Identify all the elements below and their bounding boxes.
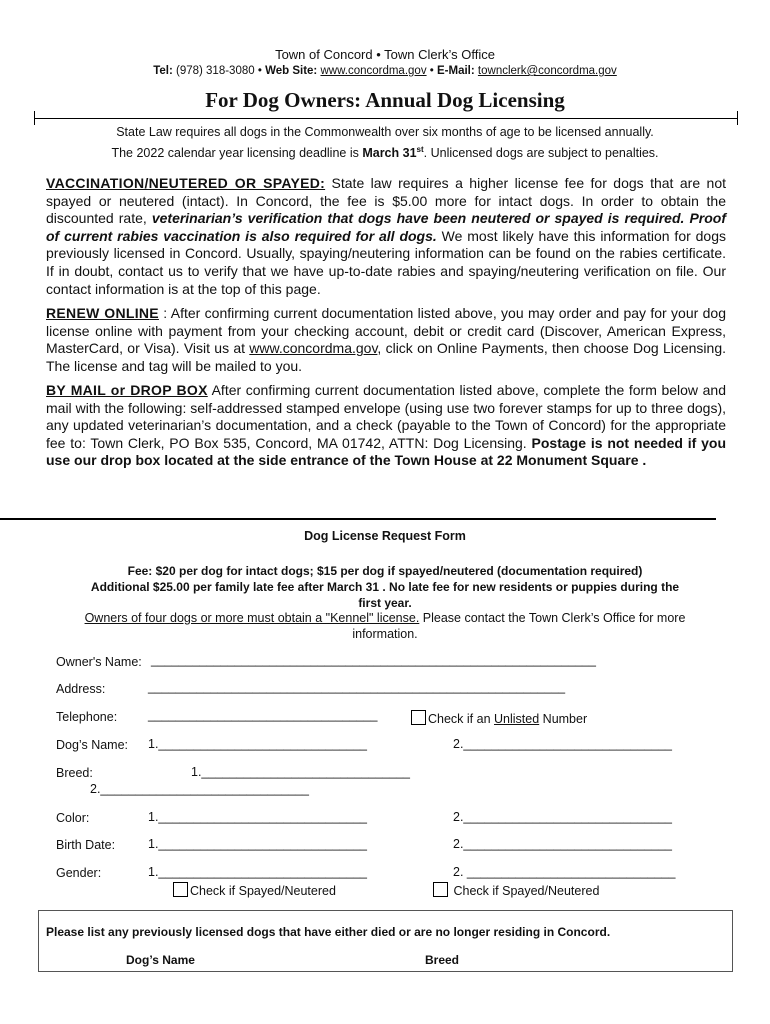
web-link[interactable]: www.concordma.gov [320,65,427,77]
renew-section [46,305,726,375]
unlisted-checkbox[interactable] [411,710,426,725]
mail-text: After confirming current documentation listed above, complete the form below and mail with the following: self-addressed stamped envelope (using use two forever stamps for up to three dogs), any updated veterinarian’s documentation, and a check (payable to the Town of Concord) for the appropriate fee to: Town Clerk, PO Box 535, Concord, MA 01742, ATTN: Dog Licensing. [46,382,726,451]
dog1-spayed-checkbox[interactable] [173,882,188,897]
kennel-contact: Please contact the Town Clerk’s Office for more [419,611,686,625]
telephone-label: Telephone: [56,710,118,724]
color-label: Color: [56,811,90,825]
rule-tick-left [34,111,35,125]
separator: • [257,65,262,77]
dog1-gender-field[interactable]: 1.______________________________ [148,865,367,879]
concord-link[interactable]: www.concordma.gov [249,340,378,357]
section-divider [0,518,716,520]
renew-text-2: , click on Online Payments, then choose Dog Licensing. The license and tag will be mailed to you. [46,340,726,374]
web-label: Web Site: [265,65,318,77]
vaccination-text: State law requires a higher license fee for dogs that are not spayed or neutered (intact). In Concord, the fee is $5.00 more for intact dogs. In order to obtain the discounted rate, [46,175,726,227]
dog1-color-field[interactable]: 1.______________________________ [148,810,367,824]
rule-tick-right [737,111,738,125]
tel-label: Tel: [153,65,173,77]
tel-value: (978) 318-3080 [175,65,255,77]
deadline-date: March 31 [362,146,417,161]
unlisted-label-end: Number [539,712,588,726]
birth-date-label: Birth Date: [56,838,116,852]
email-label: E-Mail: [437,65,475,77]
intro-line1: State Law requires all dogs in the Commonwealth over six months of age to be licensed annually. [116,125,654,139]
kennel-info [50,610,720,642]
dog1-breed-field[interactable]: 1.______________________________ [191,765,410,779]
vaccination-heading: VACCINATION/NEUTERED OR SPAYED: [46,175,326,191]
col-dog-name: Dog’s Name [126,953,195,967]
unlisted-word: Unlisted [494,712,540,726]
email-link[interactable]: townclerk@concordma.gov [477,65,617,77]
previous-dogs-heading: Please list any previously licensed dogs that have either died or are no longer residing in Concord. [46,925,611,939]
unlisted-checkbox-row[interactable] [411,710,587,726]
intro-notice [0,124,770,162]
kennel-notice: Owners of four dogs or more must obtain a "Kennel" license. [84,611,420,625]
top-rule [34,118,738,119]
intro-line2 [0,141,770,162]
page-title: For Dog Owners: Annual Dog Licensing [205,88,565,112]
dog-name-label: Dog’s Name: [56,738,129,752]
dog1-spayed-label: Check if Spayed/Neutered [190,884,336,898]
fee-line3: first year. [358,596,412,610]
mail-section [46,382,726,470]
dog2-breed-field[interactable]: 2.______________________________ [90,782,309,796]
intro-text: The 2022 calendar year licensing deadline is [111,146,363,161]
dog2-gender-field[interactable]: 2. ______________________________ [453,865,676,879]
fee-info [50,563,720,611]
fee-line1: Fee: $20 per dog for intact dogs; $15 per dog if spayed/neutered (documentation required) [127,564,643,578]
contact-line [0,65,770,77]
deadline-suffix: st [416,145,424,154]
renew-heading: RENEW ONLINE [46,305,159,321]
dog1-birth-field[interactable]: 1.______________________________ [148,837,367,851]
separator: • [429,65,434,77]
dog2-spayed-row[interactable] [433,882,599,898]
col-breed: Breed [425,953,460,967]
breed-label: Breed: [56,766,93,780]
owner-name-field[interactable]: ________________________________________________________________ [151,653,596,667]
dog2-color-field[interactable]: 2.______________________________ [453,810,672,824]
address-field[interactable]: ____________________________________________________________ [148,680,566,694]
dog2-spayed-label: Check if Spayed/Neutered [453,884,600,898]
renew-text: : After confirming current documentation listed above, you may order and pay for your dog license online with payment from your checking account, debit or credit card (Discover, American Express, MasterCard, or Visa). Visit us at [46,305,726,357]
dropbox-note: Postage is not needed if you use our drop box located at the side entrance of the Town House at 22 Monument Square . [46,434,727,469]
gender-label: Gender: [56,866,102,880]
vaccination-text-2: We most likely have this information for dogs previously licensed in Concord. Usually, spaying/neutering information can be found on the rabies certificate. If in doubt, contact us to verify that we have up-to-date rabies and spaying/neutering verification on file. Our contact information is at the top of this page. [46,227,726,297]
unlisted-label: Check if an [428,712,495,726]
dog2-name-field[interactable]: 2.______________________________ [453,737,672,751]
intro-text: . Unlicensed dogs are subject to penalties. [423,146,659,161]
dog2-spayed-checkbox[interactable] [433,882,448,897]
mail-heading: BY MAIL or DROP BOX [46,382,208,398]
address-label: Address: [56,682,106,696]
form-title: Dog License Request Form [304,529,466,543]
fee-line2: Additional $25.00 per family late fee after March 31 . No late fee for new residents or puppies during the [90,580,680,594]
kennel-line2: information. [352,627,418,641]
dog2-birth-field[interactable]: 2.______________________________ [453,837,672,851]
vaccination-section [46,175,726,298]
vaccination-requirement: veterinarian’s verification that dogs have been neutered or spayed is required. Proof of current rabies vaccination is also required for all dogs. [46,210,726,244]
dog1-spayed-row[interactable] [173,882,336,898]
telephone-field[interactable]: _________________________________ [148,708,378,722]
dog1-name-field[interactable]: 1.______________________________ [148,737,367,751]
owner-name-label: Owner's Name: [56,655,142,669]
office-header: Town of Concord • Town Clerk’s Office [275,47,495,62]
